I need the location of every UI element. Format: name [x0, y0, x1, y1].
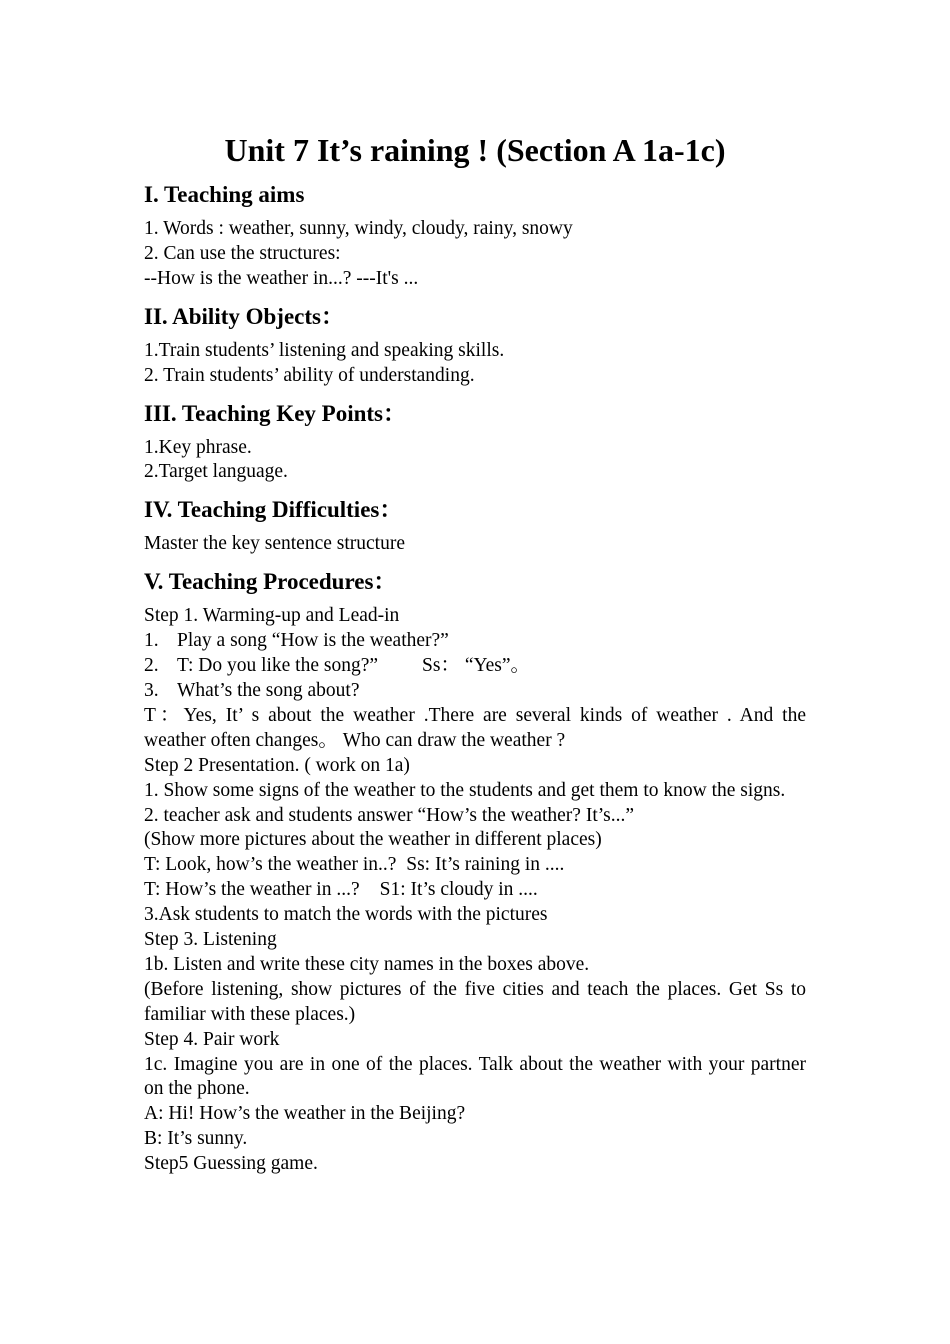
step1-item-number: 3.	[144, 679, 159, 701]
step1-item-text: T: Do you like the song?”	[177, 655, 379, 677]
ability-objects-body	[144, 339, 806, 389]
step2-item: 2. teacher ask and students answer “How’s the weather? It’s...”	[144, 804, 635, 826]
step1-item	[144, 629, 806, 654]
ability-line: 1.Train students’ listening and speaking skills.	[144, 339, 505, 361]
page-title: Unit 7 It’s raining ! (Section A 1a-1c)	[224, 132, 726, 168]
step1-teacher-text: T：Yes, It’ s about the weather .There are several kinds of weather . And the weather often changes。 Who can draw the weather ?	[144, 704, 806, 751]
step3-title: Step 3. Listening	[144, 929, 277, 951]
step2-dialog	[144, 853, 806, 878]
difficulty-line: Master the key sentence structure	[144, 533, 405, 555]
step3-item: 1b. Listen and write these city names in the boxes above.	[144, 953, 590, 975]
step1-title: Step 1. Warming-up and Lead-in	[144, 605, 400, 627]
ability-line: 2. Train students’ ability of understanding.	[144, 364, 475, 386]
step4-item: 1c. Imagine you are in one of the places. Talk about the weather with your partner on the phone.	[144, 1053, 806, 1100]
difficulties-body	[144, 532, 806, 557]
aims-line: 1. Words : weather, sunny, windy, cloudy, rainy, snowy	[144, 218, 573, 239]
step1-item-reply: Ss： “Yes”。	[422, 655, 531, 677]
step5-title: Step5 Guessing game.	[144, 1153, 318, 1175]
step1-item-text: Play a song “How is the weather?”	[177, 630, 449, 652]
dialog-teacher: T: Look, how’s the weather in..?	[144, 854, 397, 876]
step4-title: Step 4. Pair work	[144, 1028, 280, 1050]
step2-dialog	[144, 878, 806, 903]
step2-item: 3.Ask students to match the words with the pictures	[144, 904, 548, 926]
step3-item: (Before listening, show pictures of the five cities and teach the places. Get Ss to familiar with these places.)	[144, 978, 806, 1025]
dialog-students: Ss: It’s raining in ....	[406, 854, 565, 876]
step1-item-text: What’s the song about?	[177, 679, 360, 701]
step1-item-number: 2.	[144, 655, 159, 677]
dialog-teacher: T: How’s the weather in ...?	[144, 879, 360, 901]
step2-item: (Show more pictures about the weather in different places)	[144, 829, 602, 851]
teaching-aims-body	[144, 217, 806, 292]
heading-procedures: V. Teaching Procedures：	[144, 569, 397, 595]
step1-item	[144, 654, 806, 679]
keypoint-line: 2.Target language.	[144, 461, 288, 483]
step4-dialog-b: B: It’s sunny.	[144, 1128, 248, 1150]
step1-item-number: 1.	[144, 630, 159, 652]
heading-teaching-aims: I. Teaching aims	[144, 182, 305, 207]
procedures-body	[144, 604, 806, 1177]
heading-key-points: III. Teaching Key Points：	[144, 400, 406, 426]
dialog-student: S1: It’s cloudy in ....	[379, 879, 538, 901]
heading-difficulties: IV. Teaching Difficulties：	[144, 497, 403, 523]
key-points-body	[144, 436, 806, 486]
keypoint-line: 1.Key phrase.	[144, 436, 252, 458]
aims-line: 2. Can use the structures:	[144, 242, 341, 264]
document-page	[144, 128, 806, 1177]
heading-ability-objects: II. Ability Objects：	[144, 303, 344, 329]
step2-title: Step 2 Presentation. ( work on 1a)	[144, 754, 410, 776]
step4-dialog-a: A: Hi! How’s the weather in the Beijing?	[144, 1103, 466, 1125]
aims-line: --How is the weather in...? ---It's ...	[144, 267, 419, 289]
step1-item	[144, 679, 806, 704]
step2-item: 1. Show some signs of the weather to the students and get them to know the signs.	[144, 779, 786, 801]
